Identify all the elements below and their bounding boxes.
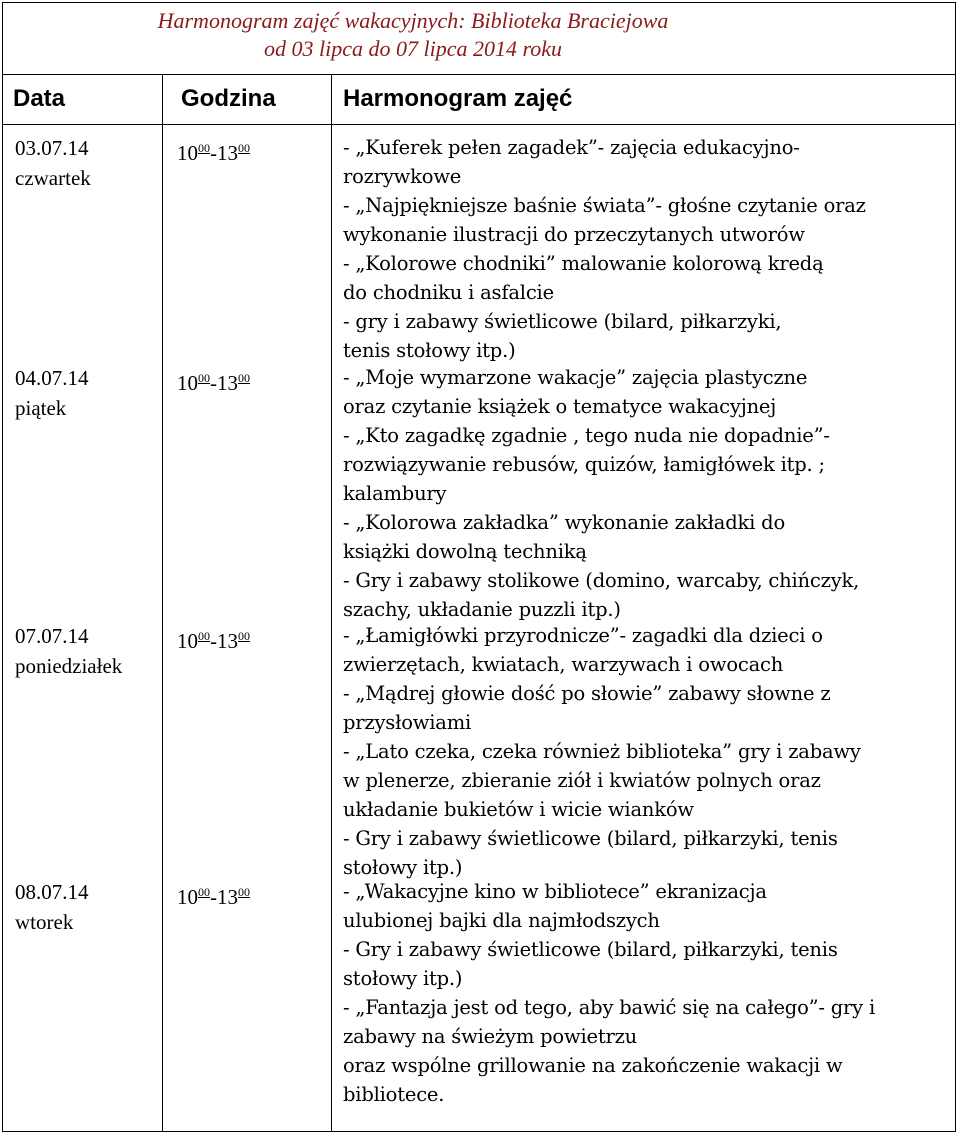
time-separator: -	[210, 629, 217, 653]
time-end-minutes: 00	[238, 141, 250, 155]
row-date: 08.07.14	[15, 880, 89, 904]
row-2-activities	[343, 363, 955, 624]
time-end-hour: 13	[217, 885, 238, 909]
column-divider-2	[331, 75, 332, 1131]
row-weekday: czwartek	[15, 166, 91, 190]
activity-line: przysłowiami	[343, 711, 472, 734]
row-1-activities	[343, 133, 955, 365]
row-1-time	[177, 133, 250, 168]
time-start-minutes: 00	[198, 629, 210, 643]
activity-line: stołowy itp.)	[343, 967, 463, 990]
time-separator: -	[210, 141, 217, 165]
activity-line: - „Kolorowa zakładka” wykonanie zakładki do	[343, 511, 785, 534]
activity-line: - „Najpiękniejsze baśnie świata”- głośne czytanie oraz	[343, 194, 866, 217]
activity-line: wykonanie ilustracji do przeczytanych utworów	[343, 223, 805, 246]
activity-line: oraz wspólne grillowanie na zakończenie wakacji w	[343, 1054, 843, 1077]
time-start-hour: 10	[177, 885, 198, 909]
activity-line: książki dowolną techniką	[343, 540, 587, 563]
row-weekday: piątek	[15, 396, 67, 420]
time-start-hour: 10	[177, 141, 198, 165]
row-date: 04.07.14	[15, 366, 89, 390]
time-separator: -	[210, 371, 217, 395]
activity-line: rozwiązywanie rebusów, quizów, łamigłówek itp. ;	[343, 453, 825, 476]
row-3-day	[15, 621, 122, 681]
activity-line: - „Lato czeka, czeka również biblioteka” gry i zabawy	[343, 740, 861, 763]
row-2-time	[177, 363, 250, 398]
activity-line: stołowy itp.)	[343, 856, 463, 879]
activity-line: - „Łamigłówki przyrodnicze”- zagadki dla dzieci o	[343, 624, 823, 647]
row-weekday: poniedziałek	[15, 654, 123, 678]
row-3-activities	[343, 621, 955, 882]
time-start-minutes: 00	[198, 141, 210, 155]
activity-line: - „Wakacyjne kino w bibliotece” ekranizacja	[343, 880, 767, 903]
row-4-time	[177, 877, 250, 912]
activity-line: ulubionej bajki dla najmłodszych	[343, 909, 660, 932]
column-divider-1	[162, 75, 163, 1131]
activity-line: rozrywkowe	[343, 165, 462, 188]
row-date: 03.07.14	[15, 136, 89, 160]
activity-line: - Gry i zabawy świetlicowe (bilard, piłkarzyki, tenis	[343, 827, 838, 850]
document-title: Harmonogram zajęć wakacyjnych: Biblioteka Braciejowa	[157, 8, 669, 33]
activity-line: - „Kto zagadkę zgadnie , tego nuda nie dopadnie”-	[343, 424, 830, 447]
title-row	[3, 3, 955, 75]
activity-line: bibliotece.	[343, 1083, 445, 1106]
activity-line: układanie bukietów i wicie wianków	[343, 798, 694, 821]
activity-line: zwierzętach, kwiatach, warzywach i owocach	[343, 653, 784, 676]
activity-line: w plenerze, zbieranie ziół i kwiatów polnych oraz	[343, 769, 821, 792]
activity-line: - „Fantazja jest od tego, aby bawić się na całego”- gry i	[343, 996, 876, 1019]
header-time: Godzina	[181, 85, 276, 112]
header-schedule: Harmonogram zajęć	[343, 85, 573, 112]
time-end-minutes: 00	[238, 885, 250, 899]
activity-line: - gry i zabawy świetlicowe (bilard, piłkarzyki,	[343, 310, 782, 333]
row-1-day	[15, 133, 91, 193]
schedule-table	[2, 2, 956, 1132]
row-date: 07.07.14	[15, 624, 89, 648]
activity-line: zabawy na świeżym powietrzu	[343, 1025, 638, 1048]
activity-line: oraz czytanie książek o tematyce wakacyjnej	[343, 395, 777, 418]
time-end-hour: 13	[217, 629, 238, 653]
time-end-hour: 13	[217, 141, 238, 165]
activity-line: - „Moje wymarzone wakacje” zajęcia plastyczne	[343, 366, 808, 389]
activity-line: - Gry i zabawy stolikowe (domino, warcaby, chińczyk,	[343, 569, 860, 592]
document-subtitle: od 03 lipca do 07 lipca 2014 roku	[264, 36, 562, 61]
activity-line: kalambury	[343, 482, 447, 505]
time-start-minutes: 00	[198, 885, 210, 899]
table-header-row	[3, 75, 955, 125]
activity-line: tenis stołowy itp.)	[343, 339, 516, 362]
time-end-minutes: 00	[238, 629, 250, 643]
row-4-day	[15, 877, 89, 937]
header-date: Data	[13, 85, 66, 112]
row-4-activities	[343, 877, 955, 1109]
activity-line: - „Mądrej głowie dość po słowie” zabawy słowne z	[343, 682, 831, 705]
row-weekday: wtorek	[15, 910, 74, 934]
row-3-time	[177, 621, 250, 656]
time-end-hour: 13	[217, 371, 238, 395]
activity-line: - Gry i zabawy świetlicowe (bilard, piłkarzyki, tenis	[343, 938, 838, 961]
time-end-minutes: 00	[238, 371, 250, 385]
time-start-hour: 10	[177, 629, 198, 653]
time-start-minutes: 00	[198, 371, 210, 385]
activity-line: szachy, układanie puzzli itp.)	[343, 598, 621, 621]
row-2-day	[15, 363, 89, 423]
time-separator: -	[210, 885, 217, 909]
time-start-hour: 10	[177, 371, 198, 395]
activity-line: - „Kuferek pełen zagadek”- zajęcia edukacyjno-	[343, 136, 800, 159]
activity-line: - „Kolorowe chodniki” malowanie kolorową kredą	[343, 252, 824, 275]
activity-line: do chodniku i asfalcie	[343, 281, 554, 304]
